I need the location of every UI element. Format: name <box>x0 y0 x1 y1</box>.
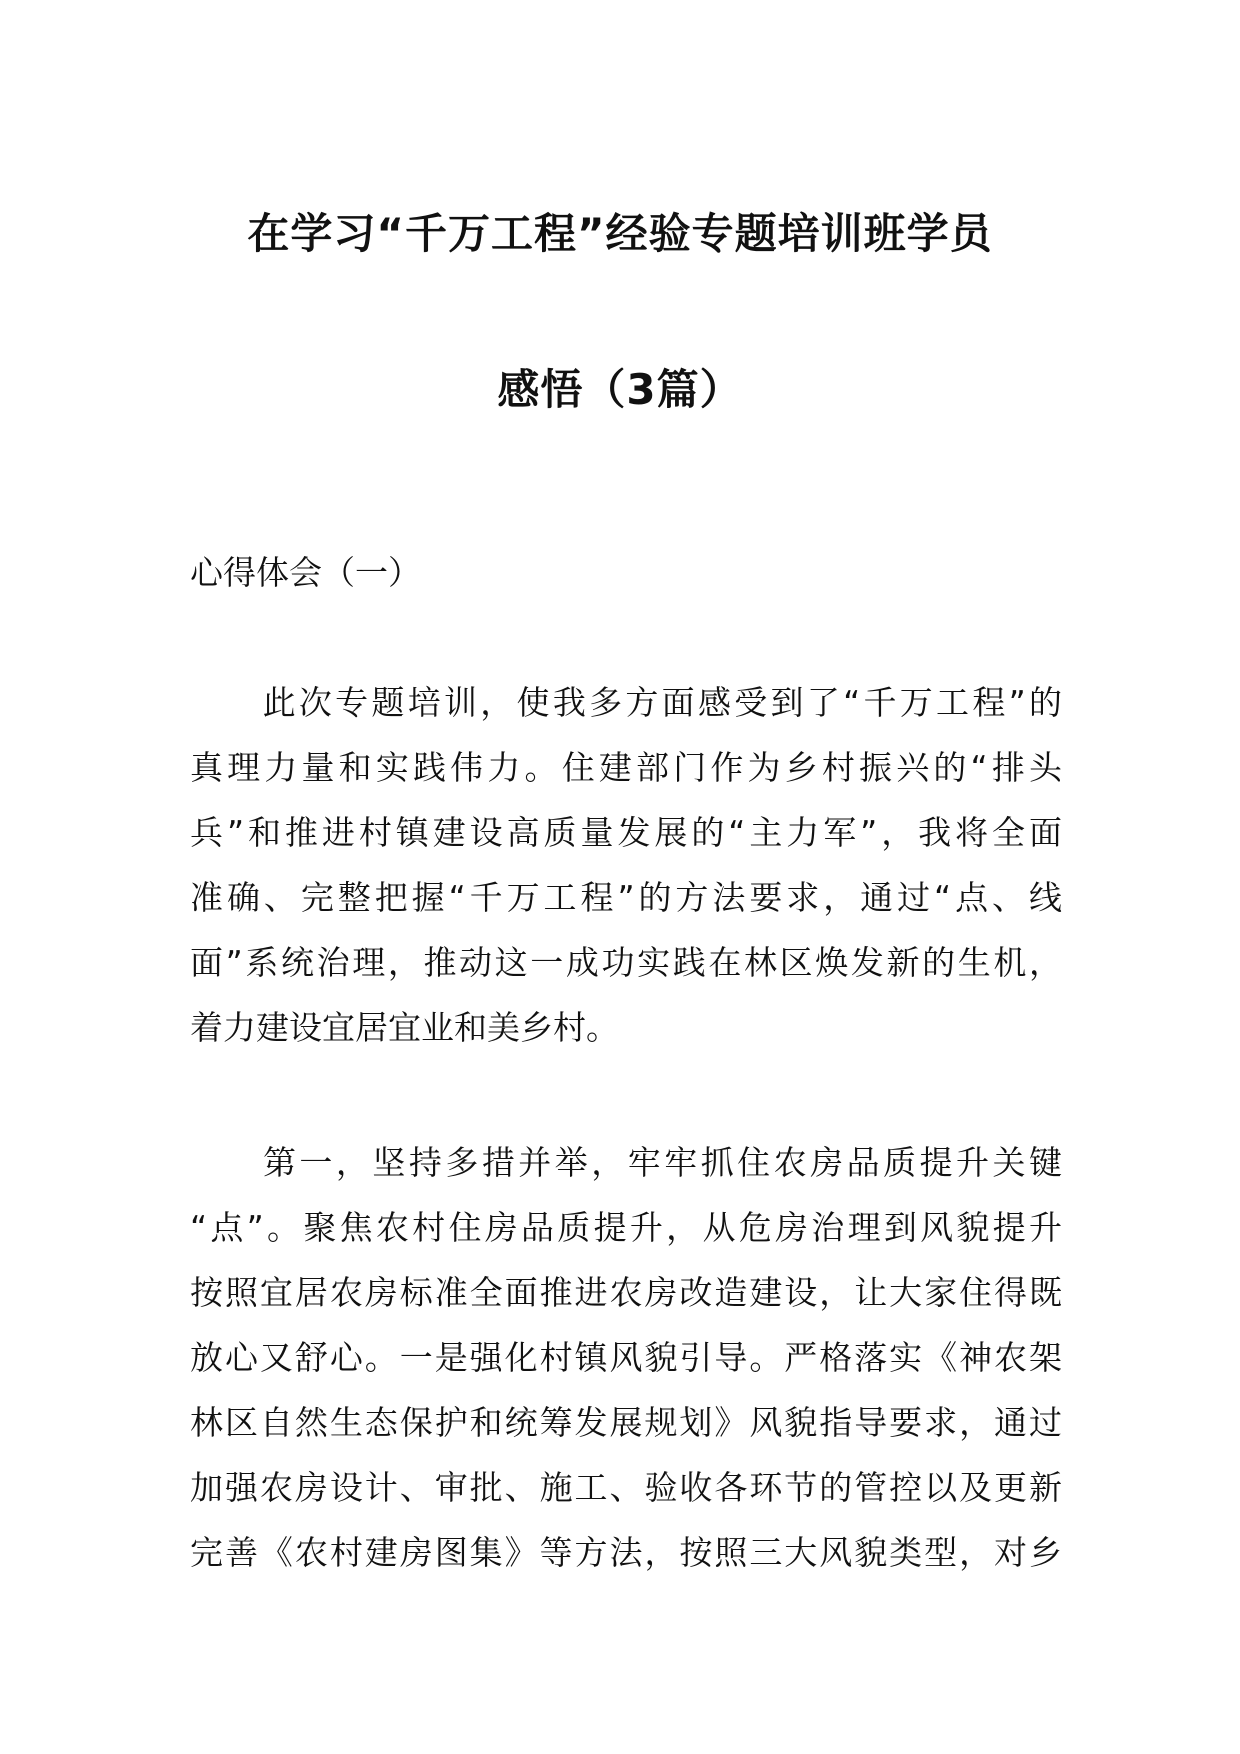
paragraph-line: 按照宜居农房标准全面推进农房改造建设，让大家住得既 <box>190 1273 1062 1312</box>
paragraph-line: “点”。聚焦农村住房品质提升，从危房治理到风貌提升 <box>190 1208 1062 1247</box>
paragraph-line: 此次专题培训，使我多方面感受到了“千万工程”的 <box>190 683 1062 722</box>
document-title-line-2: 感悟（3篇） <box>497 365 743 414</box>
paragraph-line: 放心又舒心。一是强化村镇风貌引导。严格落实《神农架 <box>190 1338 1062 1377</box>
paragraph-line: 第一，坚持多措并举，牢牢抓住农房品质提升关键 <box>190 1143 1062 1182</box>
paragraph-line: 准确、完整把握“千万工程”的方法要求，通过“点、线 <box>190 878 1062 917</box>
document-title-line-1: 在学习“千万工程”经验专题培训班学员 <box>247 209 993 258</box>
paragraph-1 <box>190 670 1062 1060</box>
paragraph-2 <box>190 1130 1062 1585</box>
paragraph-line: 林区自然生态保护和统筹发展规划》风貌指导要求，通过 <box>190 1403 1062 1442</box>
paragraph-line: 真理力量和实践伟力。住建部门作为乡村振兴的“排头 <box>190 748 1062 787</box>
paragraph-line: 加强农房设计、审批、施工、验收各环节的管控以及更新 <box>190 1468 1062 1507</box>
paragraph-line: 完善《农村建房图集》等方法，按照三大风貌类型，对乡 <box>190 1533 1062 1572</box>
paragraph-line: 兵”和推进村镇建设高质量发展的“主力军”，我将全面 <box>190 813 1062 852</box>
paragraph-line: 着力建设宜居宜业和美乡村。 <box>190 1008 619 1047</box>
paragraph-line: 面”系统治理，推动这一成功实践在林区焕发新的生机， <box>190 943 1062 982</box>
section-heading: 心得体会（一） <box>190 553 421 592</box>
